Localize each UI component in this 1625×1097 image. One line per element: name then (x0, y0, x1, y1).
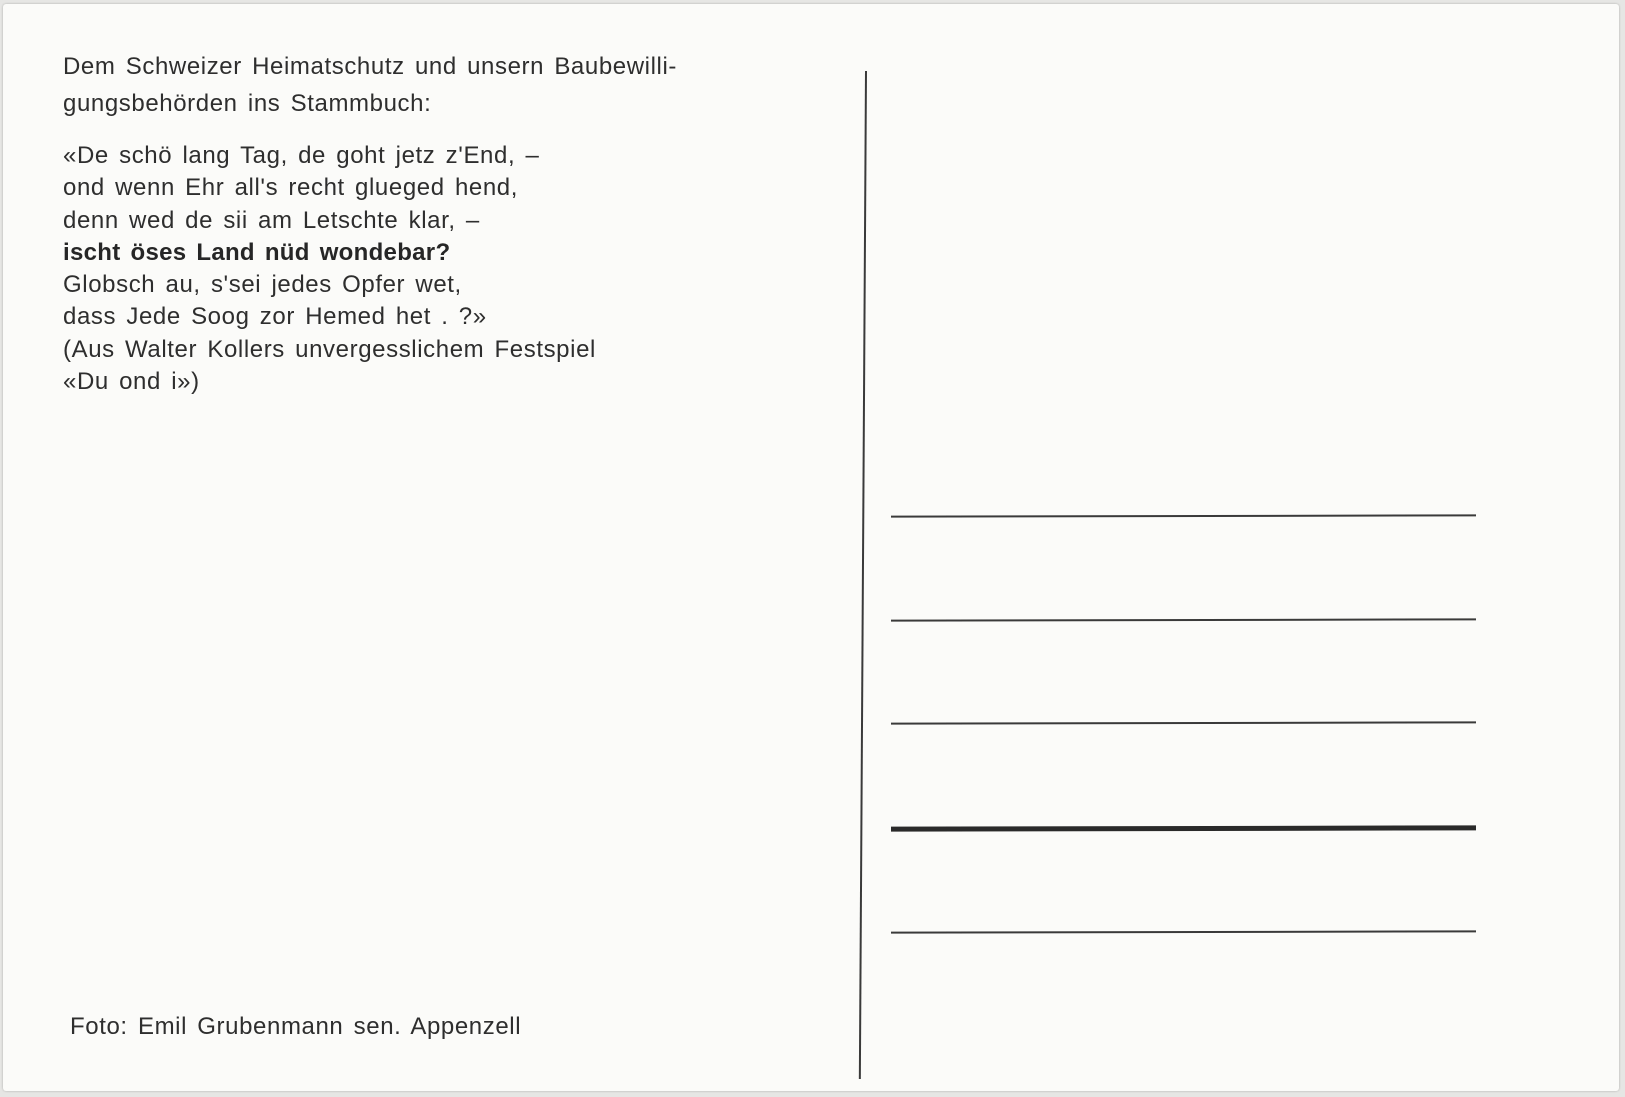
dedication-text (63, 48, 677, 122)
center-divider-line (859, 71, 867, 1079)
poem-text (63, 140, 596, 398)
postcard-back (3, 4, 1619, 1091)
poem-line: dass Jede Soog zor Hemed het . ?» (63, 303, 487, 331)
poem-line: denn wed de sii am Letschte klar, – (63, 206, 480, 234)
poem-source-line: (Aus Walter Kollers unvergesslichem Festspiel (63, 335, 596, 363)
poem-line: Globsch au, s'sei jedes Opfer wet, (63, 271, 462, 299)
poem-line: ischt öses Land nüd wondebar? (63, 238, 451, 266)
poem-line: «De schö lang Tag, de goht jetz z'End, – (63, 142, 540, 169)
address-line-1 (891, 514, 1476, 517)
poem-line: ond wenn Ehr all's recht glueged hend, (63, 174, 518, 202)
poem-source-line: «Du ond i») (63, 368, 200, 396)
address-line-5 (891, 930, 1476, 933)
dedication-line: Dem Schweizer Heimatschutz und unsern Baubewilli- (63, 53, 677, 80)
address-line-3 (891, 721, 1476, 724)
address-line-4 (891, 825, 1476, 831)
dedication-line: gungsbehörden ins Stammbuch: (63, 90, 432, 117)
address-line-2 (891, 618, 1476, 621)
photo-credit: Foto: Emil Grubenmann sen. Appenzell (70, 1013, 522, 1040)
